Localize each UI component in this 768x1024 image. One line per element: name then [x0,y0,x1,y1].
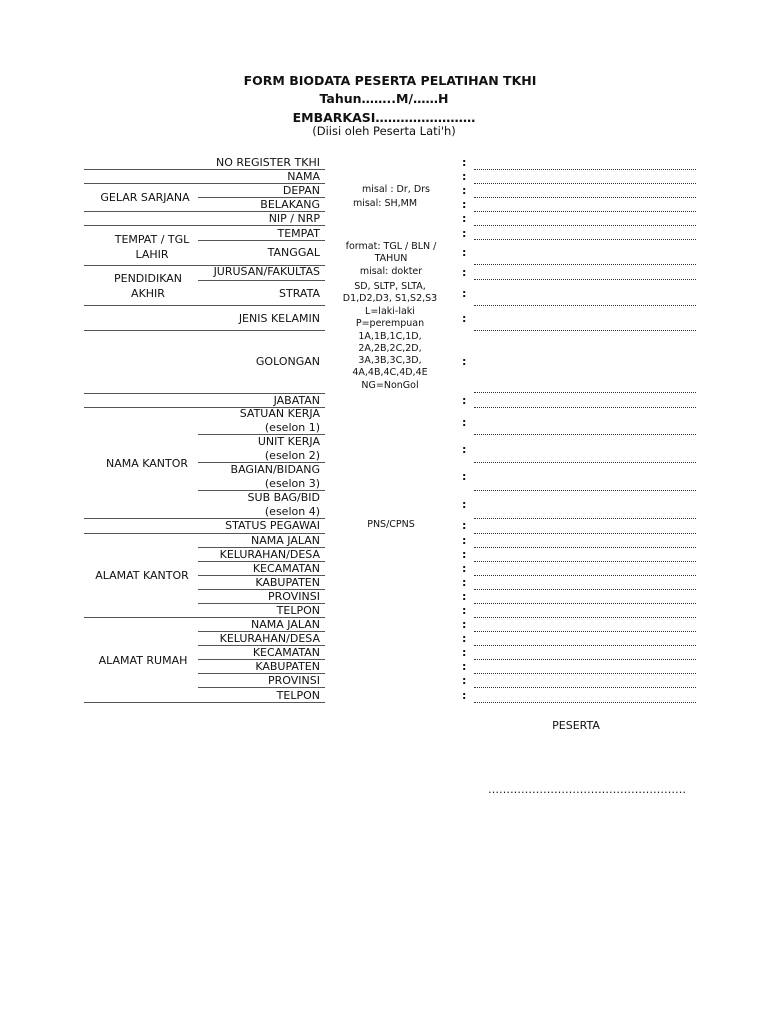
label-nama: NAMA [287,170,320,183]
answer-line-jabatan[interactable] [474,407,696,408]
answer-line-rumah-nama-jalan[interactable] [474,631,696,632]
label-satuan-kerja-2: (eselon 1) [264,421,320,434]
answer-line-kantor-kelurahan[interactable] [474,561,696,562]
answer-line-nip[interactable] [474,225,696,226]
label-tanggal: TANGGAL [267,246,320,259]
row-divider [198,462,325,463]
colon: : [462,534,467,547]
label-rumah-provinsi: PROVINSI [268,674,320,687]
group-pendidikan-1: PENDIDIKAN [113,272,183,285]
group-pendidikan-2: AKHIR [131,287,165,300]
row-divider [198,589,325,590]
hint-jenis-kelamin-2: P=perempuan [355,318,425,329]
answer-line-tempat[interactable] [474,239,696,240]
colon: : [462,198,467,211]
label-sub-bag-1: SUB BAG/BID [247,491,320,504]
answer-line-satuan-kerja[interactable] [474,434,696,435]
row-divider [84,330,325,331]
colon: : [462,470,467,483]
hint-depan: misal : Dr, Drs [362,184,430,195]
hint-tanggal-1: format: TGL / BLN / [345,241,437,252]
answer-line-rumah-kelurahan[interactable] [474,645,696,646]
row-divider [84,305,325,306]
colon: : [462,287,467,300]
label-bagian-bidang-2: (eselon 3) [264,477,320,490]
colon: : [462,246,467,259]
colon: : [462,443,467,456]
colon: : [462,632,467,645]
colon: : [462,184,467,197]
colon: : [462,562,467,575]
label-depan: DEPAN [282,184,320,197]
label-bagian-bidang-1: BAGIAN/BIDANG [230,463,320,476]
colon: : [462,674,467,687]
answer-line-rumah-kabupaten[interactable] [474,673,696,674]
row-divider [198,561,325,562]
label-rumah-kecamatan: KECAMATAN [252,646,320,659]
row-divider [198,547,325,548]
label-kantor-kelurahan: KELURAHAN/DESA [219,548,320,561]
row-divider [84,183,325,184]
row-divider [198,687,325,688]
label-sub-bag-2: (eselon 4) [264,505,320,518]
hint-jurusan: misal: dokter [359,266,423,277]
hint-golongan-4: 4A,4B,4C,4D,4E [352,367,428,378]
answer-line-unit-kerja[interactable] [474,462,696,463]
hint-golongan-2: 2A,2B,2C,2D, [358,343,422,354]
row-divider [198,197,325,198]
group-gelar-sarjana: GELAR SARJANA [100,191,190,204]
group-nama-kantor: NAMA KANTOR [105,457,189,470]
colon: : [462,170,467,183]
label-belakang: BELAKANG [260,198,320,211]
hint-strata-2: D1,D2,D3, S1,S2,S3 [342,293,438,304]
label-status-pegawai: STATUS PEGAWAI [225,519,320,532]
peserta-label: PESERTA [552,719,600,732]
row-divider [198,434,325,435]
label-kantor-provinsi: PROVINSI [268,590,320,603]
embarkasi-line: EMBARKASI…………………… [292,110,476,125]
answer-line-kantor-provinsi[interactable] [474,603,696,604]
label-rumah-nama-jalan: NAMA JALAN [251,618,320,631]
label-strata: STRATA [279,287,320,300]
row-divider [84,225,325,226]
colon: : [462,660,467,673]
colon: : [462,212,467,225]
answer-line-sub-bag[interactable] [474,518,696,519]
label-rumah-kabupaten: KABUPATEN [255,660,320,673]
row-divider [198,673,325,674]
answer-line-kantor-nama-jalan[interactable] [474,547,696,548]
hint-tanggal-2: TAHUN [374,253,408,264]
row-divider [84,393,325,394]
row-divider [84,407,325,408]
hint-golongan-5: NG=NonGol [361,380,419,391]
label-rumah-kelurahan: KELURAHAN/DESA [219,632,320,645]
row-divider [84,169,325,170]
colon: : [462,646,467,659]
label-kantor-kabupaten: KABUPATEN [255,576,320,589]
hint-status-pegawai: PNS/CPNS [367,519,415,530]
answer-line-jenis-kelamin[interactable] [474,330,696,331]
label-jurusan: JURUSAN/FAKULTAS [213,265,320,278]
label-rumah-telpon: TELPON [276,689,320,702]
colon: : [462,576,467,589]
table-bottom-rule [84,702,325,703]
colon: : [462,227,467,240]
label-kantor-telpon: TELPON [276,604,320,617]
answer-line-bagian-bidang[interactable] [474,490,696,491]
colon: : [462,498,467,511]
label-jabatan: JABATAN [273,394,320,407]
label-unit-kerja-1: UNIT KERJA [257,435,320,448]
row-divider [84,533,325,534]
group-tempat-tgl-2: LAHIR [135,248,169,261]
row-divider [84,518,325,519]
colon: : [462,355,467,368]
answer-line-kantor-kabupaten[interactable] [474,589,696,590]
colon: : [462,548,467,561]
label-tempat: TEMPAT [277,227,320,240]
row-divider [198,490,325,491]
answer-line-no-register[interactable] [474,169,696,170]
colon: : [462,590,467,603]
label-jenis-kelamin: JENIS KELAMIN [238,312,320,325]
form-title: FORM BIODATA PESERTA PELATIHAN TKHI [243,73,537,88]
answer-line-status-pegawai[interactable] [474,533,696,534]
answer-line-kantor-kecamatan[interactable] [474,575,696,576]
answer-line-nama[interactable] [474,183,696,184]
label-golongan: GOLONGAN [255,355,320,368]
answer-line-rumah-telpon[interactable] [474,702,696,703]
form-note: (Diisi oleh Peserta Lati'h) [312,124,456,138]
answer-line-strata[interactable] [474,305,696,306]
colon: : [462,416,467,429]
colon: : [462,312,467,325]
hint-belakang: misal: SH,MM [352,198,418,209]
row-divider [198,659,325,660]
hint-golongan-3: 3A,3B,3C,3D, [358,355,422,366]
colon: : [462,604,467,617]
group-tempat-tgl-1: TEMPAT / TGL [114,233,190,246]
answer-line-rumah-kecamatan[interactable] [474,659,696,660]
label-satuan-kerja-1: SATUAN KERJA [239,407,320,420]
colon: : [462,618,467,631]
answer-line-jurusan[interactable] [474,279,696,280]
hint-golongan-1: 1A,1B,1C,1D, [358,331,422,342]
row-divider [198,645,325,646]
signature-line[interactable]: ……………………………………………… [488,783,686,796]
row-divider [198,603,325,604]
tahun-line: Tahun……..M/……H [319,91,449,106]
answer-line-kantor-telpon[interactable] [474,617,696,618]
row-divider [84,617,325,618]
colon: : [462,394,467,407]
row-divider [198,575,325,576]
label-no-register: NO REGISTER TKHI [216,156,320,169]
hint-jenis-kelamin-1: L=laki-laki [365,306,415,317]
answer-line-golongan[interactable] [474,392,696,393]
group-alamat-kantor: ALAMAT KANTOR [95,569,189,582]
colon: : [462,266,467,279]
colon: : [462,156,467,169]
answer-line-rumah-provinsi[interactable] [474,687,696,688]
row-divider [198,631,325,632]
answer-line-tanggal[interactable] [474,264,696,265]
row-divider [84,211,325,212]
group-alamat-rumah: ALAMAT RUMAH [98,654,188,667]
hint-strata-1: SD, SLTP, SLTA, [354,281,426,292]
label-unit-kerja-2: (eselon 2) [264,449,320,462]
label-kantor-nama-jalan: NAMA JALAN [251,534,320,547]
colon: : [462,519,467,532]
row-divider [198,240,325,241]
row-divider [198,280,325,281]
colon: : [462,689,467,702]
label-nip: NIP / NRP [268,212,320,225]
answer-line-belakang[interactable] [474,211,696,212]
label-kantor-kecamatan: KECAMATAN [252,562,320,575]
answer-line-depan[interactable] [474,197,696,198]
row-divider [84,265,325,266]
